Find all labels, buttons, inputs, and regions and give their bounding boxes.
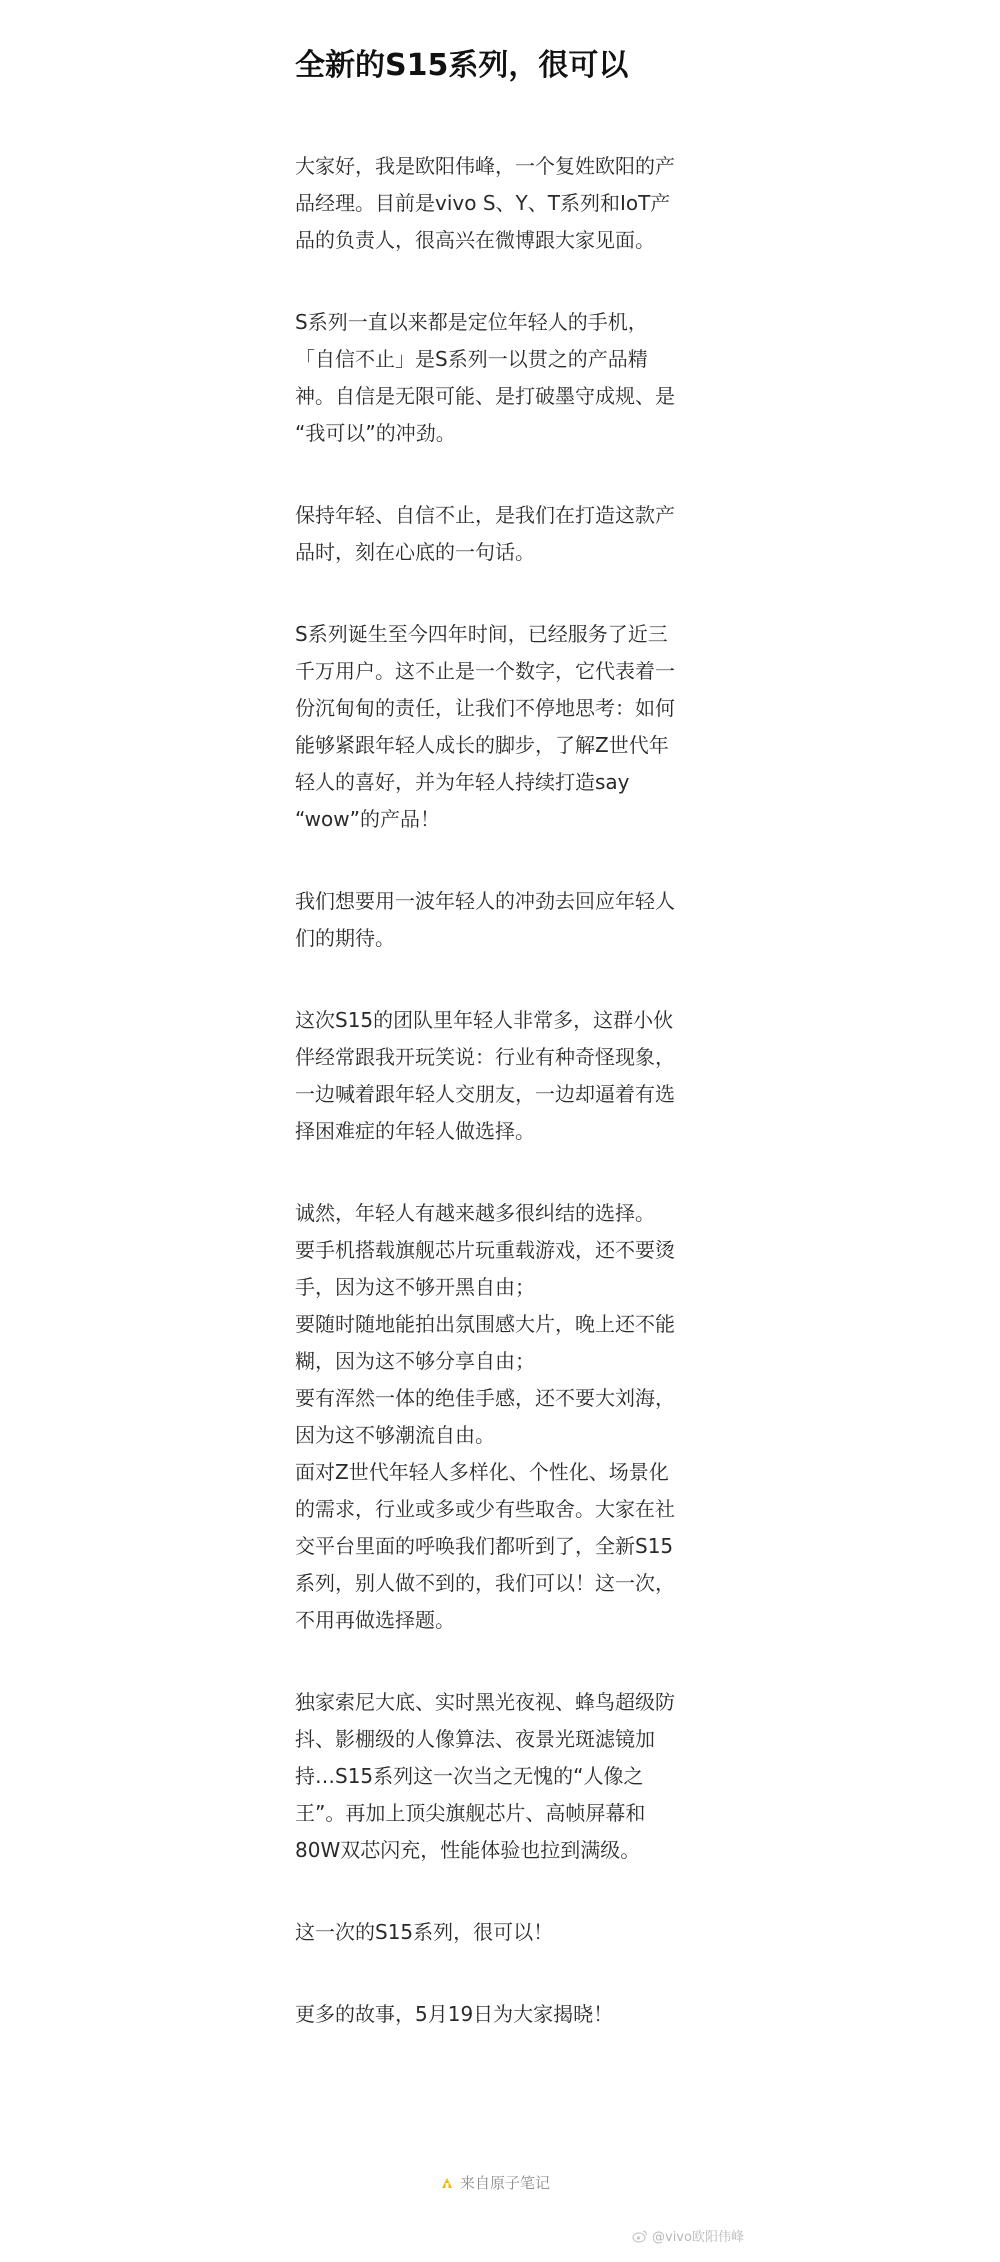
paragraph-line: “wow”的产品！ (295, 807, 440, 831)
note-source (440, 2172, 550, 2193)
paragraph-line: 这一次的S15系列，很可以！ (295, 1920, 554, 1944)
paragraph-line: 择困难症的年轻人做选择。 (295, 1119, 535, 1143)
paragraph-line: 持…S15系列这一次当之无愧的“人像之 (295, 1764, 644, 1788)
paragraph (295, 1195, 735, 1639)
paragraph-line: 能够紧跟年轻人成长的脚步，了解Z世代年 (295, 733, 669, 757)
note-source-text: 来自原子笔记 (460, 2174, 551, 2192)
watermark-text: @vivo欧阳伟峰 (652, 2230, 744, 2245)
paragraph-line: S系列诞生至今四年时间，已经服务了近三 (295, 622, 668, 646)
paragraph-line: 王”。再加上顶尖旗舰芯片、高帧屏幕和 (295, 1801, 646, 1825)
paragraph-line: 交平台里面的呼唤我们都听到了，全新S15 (295, 1534, 674, 1558)
article-body (295, 148, 735, 2033)
paragraph-line: 要手机搭载旗舰芯片玩重载游戏，还不要烫 (295, 1238, 675, 1262)
paragraph (295, 1996, 735, 2033)
paragraph-line: 不用再做选择题。 (295, 1608, 455, 1632)
paragraph-line: 品时，刻在心底的一句话。 (295, 540, 535, 564)
paragraph-line: 更多的故事，5月19日为大家揭晓！ (295, 2002, 614, 2026)
paragraph-line: 独家索尼大底、实时黑光夜视、蜂鸟超级防 (295, 1690, 675, 1714)
paragraph-line: 保持年轻、自信不止，是我们在打造这款产 (295, 503, 675, 527)
paragraph-line: 伴经常跟我开玩笑说：行业有种奇怪现象， (295, 1045, 675, 1069)
paragraph-line: 这次S15的团队里年轻人非常多，这群小伙 (295, 1008, 674, 1032)
paragraph-line: 的需求，行业或多或少有些取舍。大家在社 (295, 1497, 675, 1521)
paragraph-line: 面对Z世代年轻人多样化、个性化、场景化 (295, 1460, 669, 1484)
paragraph-line: 千万用户。这不止是一个数字，它代表着一 (295, 659, 675, 683)
paragraph (295, 883, 735, 957)
paragraph-line: 品经理。目前是vivo S、Y、T系列和IoT产 (295, 191, 671, 215)
paragraph-line: 神。自信是无限可能、是打破墨守成规、是 (295, 384, 675, 408)
paragraph-line: 糊，因为这不够分享自由； (295, 1349, 535, 1373)
paragraph-line: 一边喊着跟年轻人交朋友，一边却逼着有选 (295, 1082, 675, 1106)
paragraph-line: 80W双芯闪充，性能体验也拉到满级。 (295, 1838, 641, 1862)
paragraph-line: 要有浑然一体的绝佳手感，还不要大刘海， (295, 1386, 675, 1410)
article (295, 46, 735, 2078)
paragraph (295, 1684, 735, 1869)
paragraph-line: “我可以”的冲劲。 (295, 421, 456, 445)
paragraph-line: 抖、影棚级的人像算法、夜景光斑滤镜加 (295, 1727, 655, 1751)
paragraph-line: 因为这不够潮流自由。 (295, 1423, 495, 1447)
paragraph-line: 轻人的喜好，并为年轻人持续打造say (295, 770, 630, 794)
paragraph-line: 品的负责人，很高兴在微博跟大家见面。 (295, 228, 655, 252)
paragraph-line: S系列一直以来都是定位年轻人的手机， (295, 310, 648, 334)
paragraph (295, 304, 735, 452)
paragraph-line: 我们想要用一波年轻人的冲劲去回应年轻人 (295, 889, 675, 913)
paragraph-line: 们的期待。 (295, 926, 395, 950)
paragraph-line: 手，因为这不够开黑自由； (295, 1275, 535, 1299)
paragraph-line: 「自信不止」是S系列一以贯之的产品精 (295, 347, 648, 371)
paragraph (295, 1002, 735, 1150)
paragraph (295, 148, 735, 259)
paragraph-line: 系列，别人做不到的，我们可以！这一次， (295, 1571, 675, 1595)
paragraph-line: 份沉甸甸的责任，让我们不停地思考：如何 (295, 696, 675, 720)
paragraph (295, 616, 735, 838)
paragraph-line: 诚然，年轻人有越来越多很纠结的选择。 (295, 1201, 655, 1225)
paragraph-line: 要随时随地能拍出氛围感大片，晚上还不能 (295, 1312, 675, 1336)
article-title: 全新的S15系列，很可以 (295, 48, 629, 83)
paragraph (295, 497, 735, 571)
weibo-watermark (632, 2226, 744, 2245)
paragraph-line: 大家好，我是欧阳伟峰，一个复姓欧阳的产 (295, 154, 675, 178)
note-icon (440, 2176, 454, 2190)
weibo-icon (632, 2229, 648, 2243)
paragraph (295, 1914, 735, 1951)
